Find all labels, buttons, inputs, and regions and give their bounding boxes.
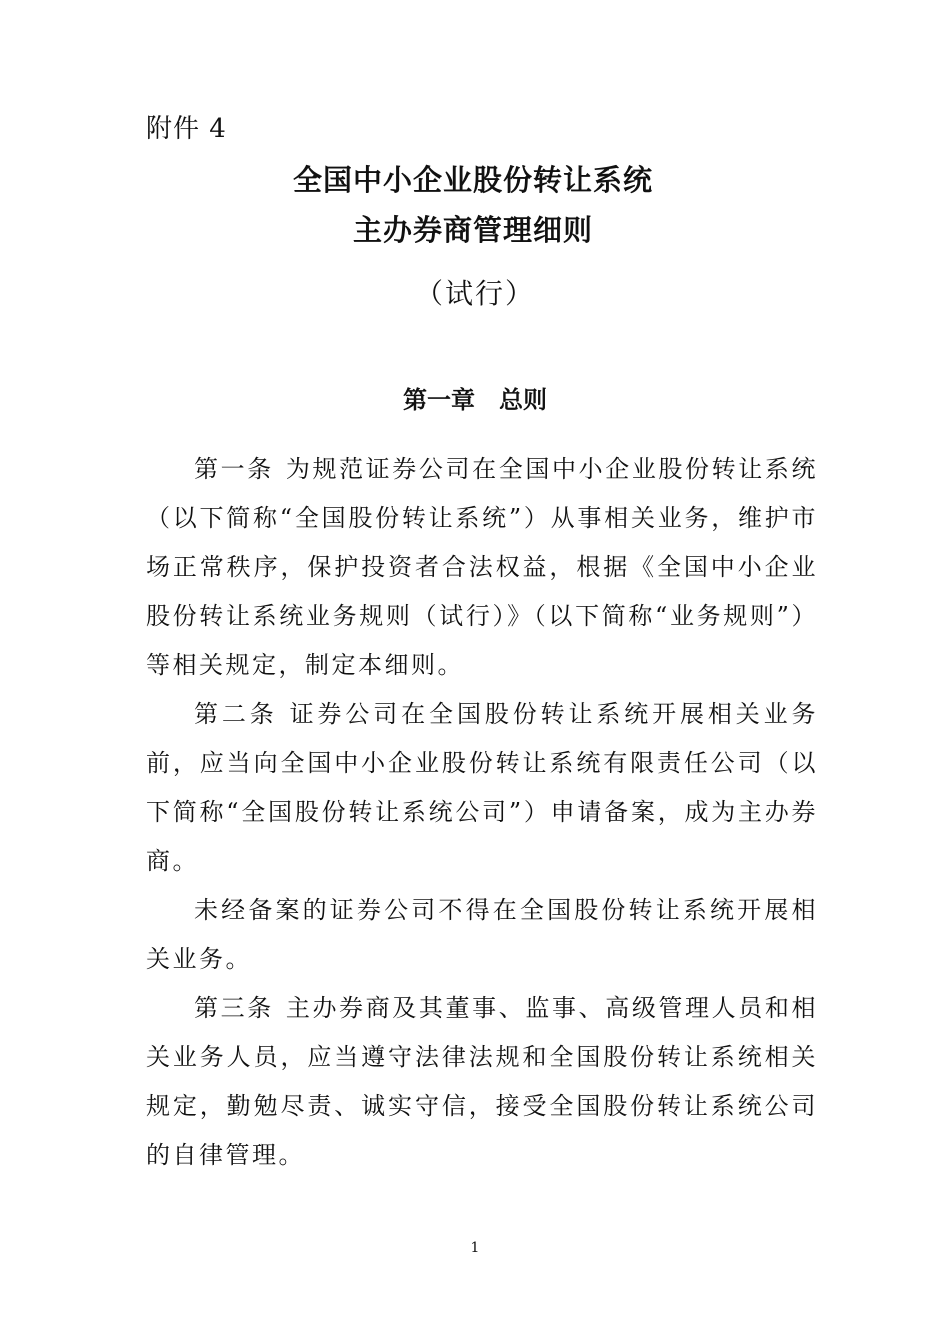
article-paragraph — [146, 445, 818, 690]
document-title-line-1: 全国中小企业股份转让系统 — [292, 163, 653, 197]
article-label: 第一条 — [194, 455, 274, 483]
document-subtitle: （试行） — [414, 277, 535, 310]
document-title-line-2: 主办券商管理细则 — [352, 213, 593, 247]
article-paragraph — [146, 690, 818, 886]
article-text: 主办券商及其董事、监事、高级管理人员和相关业务人员，应当遵守法律法规和全国股份转让系统相关规定，勤勉尽责、诚实守信，接受全国股份转让系统公司的自律管理。 — [146, 994, 819, 1169]
page-number: 1 — [470, 1240, 480, 1256]
article-text: 为规范证券公司在全国中小企业股份转让系统（以下简称“全国股份转让系统”）从事相关业务，维护市场正常秩序，保护投资者合法权益，根据《全国中小企业股份转让系统业务规则（试行）》（以下简称“业务规则”）等相关规定，制定本细则。 — [146, 455, 819, 679]
article-text: 未经备案的证券公司不得在全国股份转让系统开展相关业务。 — [146, 896, 818, 973]
attachment-label: 附件 4 — [146, 114, 227, 144]
article-label: 第二条 — [194, 700, 278, 728]
document-body — [146, 445, 818, 1180]
article-paragraph — [146, 984, 818, 1180]
article-text: 证券公司在全国股份转让系统开展相关业务前，应当向全国中小企业股份转让系统有限责任公司（以下简称“全国股份转让系统公司”）申请备案，成为主办券商。 — [146, 700, 819, 875]
article-label: 第三条 — [194, 994, 274, 1022]
article-paragraph — [146, 886, 818, 984]
chapter-heading: 第一章 总则 — [403, 386, 547, 414]
